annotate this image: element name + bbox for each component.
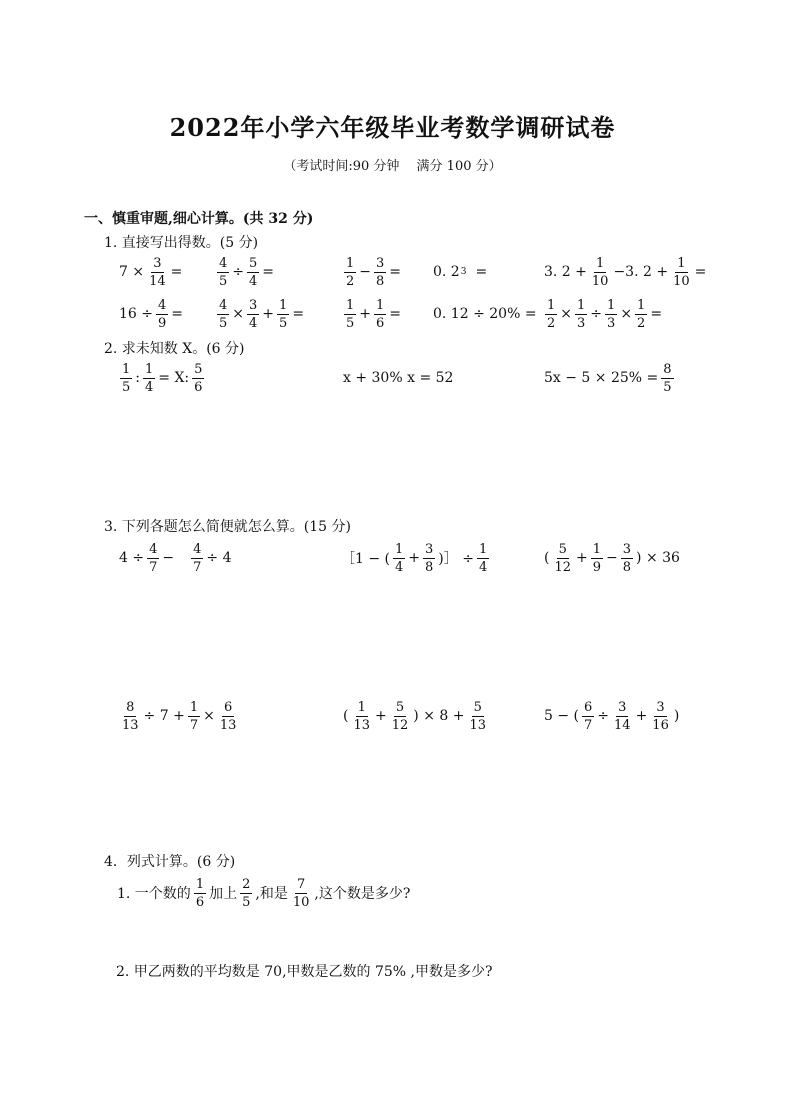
fraction: $\frac{5}{12}$ bbox=[554, 541, 572, 575]
fraction: $\frac{1}{13}$ bbox=[353, 699, 371, 733]
fraction: $\frac{4}{7}$ bbox=[149, 541, 158, 575]
fraction: $\frac{1}{6}$ bbox=[195, 876, 205, 910]
fraction: $\frac{1}{2}$ bbox=[547, 297, 556, 331]
fraction: $\frac{1}{9}$ bbox=[592, 541, 602, 575]
equation: $\frac{1}{5}$ : $\frac{1}{4}$ = X: $\frac{5}{6}$ bbox=[122, 361, 203, 395]
question-3-label: 3. 下列各题怎么简便就怎么算。(15 分) bbox=[104, 519, 351, 535]
fraction: $\frac{1}{2}$ bbox=[637, 297, 646, 331]
fraction: $\frac{3}{16}$ bbox=[652, 699, 669, 733]
calc-expression: $\frac{4}{5}$ ÷ $\frac{5}{4}$ = bbox=[219, 255, 275, 289]
fraction: $\frac{3}{14}$ bbox=[614, 699, 631, 733]
fraction: $\frac{4}{5}$ bbox=[219, 255, 228, 289]
fraction: $\frac{4}{7}$ bbox=[193, 541, 202, 575]
calc-expression: 0. 12 ÷ 20% = bbox=[433, 306, 537, 322]
fraction: $\frac{1}{4}$ bbox=[478, 541, 488, 575]
fraction: $\frac{1}{10}$ bbox=[673, 255, 690, 289]
fraction: $\frac{1}{10}$ bbox=[591, 255, 609, 289]
calc-expression: 16 ÷ $\frac{4}{9}$ = bbox=[119, 297, 184, 331]
section-heading: 一、慎重审题,细心计算。(共 32 分) bbox=[84, 211, 314, 227]
fraction: $\frac{6}{13}$ bbox=[219, 699, 237, 733]
fraction: $\frac{1}{4}$ bbox=[395, 541, 404, 575]
calc-expression: ［1 − ( $\frac{1}{4}$ + $\frac{3}{8}$ )］ ÷ $\frac{1}{4}$ bbox=[341, 541, 488, 575]
calc-expression: 7 × $\frac{3}{14}$ = bbox=[119, 255, 183, 289]
fraction: $\frac{5}{12}$ bbox=[391, 699, 409, 733]
calc-expression: ( $\frac{1}{13}$ + $\frac{5}{12}$ ) × 8 + $\frac{5}{13}$ bbox=[343, 699, 487, 733]
fraction: $\frac{1}{3}$ bbox=[577, 297, 586, 331]
fraction: $\frac{5}{13}$ bbox=[469, 699, 487, 733]
fraction: $\frac{5}{4}$ bbox=[249, 255, 258, 289]
calc-expression: $\frac{1}{2}$ − $\frac{3}{8}$ = bbox=[346, 255, 402, 289]
fraction: $\frac{3}{8}$ bbox=[622, 541, 632, 575]
fraction: $\frac{5}{6}$ bbox=[194, 361, 203, 395]
calc-expression: $\frac{1}{5}$ + $\frac{1}{6}$ = bbox=[346, 297, 402, 331]
fraction: $\frac{4}{5}$ bbox=[219, 297, 228, 331]
text: 7 × bbox=[119, 264, 145, 280]
fraction: $\frac{3}{14}$ bbox=[149, 255, 166, 289]
fraction: $\frac{1}{3}$ bbox=[607, 297, 616, 331]
calc-expression: $\frac{1}{2}$ × $\frac{1}{3}$ ÷ $\frac{1}{3}$ × $\frac{1}{2}$ = bbox=[547, 297, 663, 331]
fraction: $\frac{1}{2}$ bbox=[346, 255, 355, 289]
equation: 5x − 5 × 25% = $\frac{8}{5}$ bbox=[544, 361, 672, 395]
calc-expression: ( $\frac{5}{12}$ + $\frac{1}{9}$ − $\frac{3}{8}$ ) × 36 bbox=[544, 541, 680, 575]
fraction: $\frac{4}{9}$ bbox=[158, 297, 167, 331]
fraction: $\frac{3}{4}$ bbox=[249, 297, 258, 331]
fraction: $\frac{7}{10}$ bbox=[292, 876, 310, 910]
question-2-label: 2. 求未知数 X。(6 分) bbox=[104, 341, 245, 357]
fraction: $\frac{1}{4}$ bbox=[145, 361, 154, 395]
equation: x + 30% x = 52 bbox=[343, 370, 454, 386]
calc-expression: 4 ÷ $\frac{4}{7}$ − $\frac{4}{7}$ ÷ 4 bbox=[119, 541, 232, 575]
fraction: $\frac{6}{7}$ bbox=[584, 699, 593, 733]
fraction: $\frac{1}{6}$ bbox=[376, 297, 385, 331]
fraction: $\frac{8}{13}$ bbox=[122, 699, 139, 733]
calc-expression: $\frac{8}{13}$ ÷ 7 + $\frac{1}{7}$ × $\frac{6}{13}$ bbox=[122, 699, 237, 733]
fraction: $\frac{3}{8}$ bbox=[425, 541, 434, 575]
page-title: 2022年小学六年级毕业考数学调研试卷 bbox=[169, 113, 616, 142]
fraction: $\frac{1}{5}$ bbox=[122, 361, 131, 395]
question-4-label: 4．列式计算。(6 分) bbox=[104, 854, 236, 870]
fraction: $\frac{1}{7}$ bbox=[189, 699, 199, 733]
fraction: $\frac{1}{5}$ bbox=[346, 297, 355, 331]
fraction: $\frac{8}{5}$ bbox=[663, 361, 672, 395]
fraction: $\frac{3}{8}$ bbox=[376, 255, 385, 289]
word-problem: 1. 一个数的 $\frac{1}{6}$ 加上 $\frac{2}{5}$ ,和是 $\frac{7}{10}$ ,这个数是多少? bbox=[117, 876, 411, 910]
fraction: $\frac{1}{5}$ bbox=[279, 297, 288, 331]
calc-expression: 3. 2 + $\frac{1}{10}$ −3. 2 + $\frac{1}{10}$ = bbox=[544, 255, 707, 289]
calc-expression: 5 − ( $\frac{6}{7}$ ÷ $\frac{3}{14}$ + $\frac{3}{16}$ ) bbox=[544, 699, 680, 733]
calc-expression: 0. 2 3 = bbox=[433, 264, 488, 280]
word-problem: 2. 甲乙两数的平均数是 70,甲数是乙数的 75% ,甲数是多少? bbox=[116, 964, 493, 980]
exam-info: （考试时间:90 分钟 满分 100 分） bbox=[283, 159, 502, 174]
question-1-label: 1. 直接写出得数。(5 分) bbox=[104, 235, 259, 251]
calc-expression: $\frac{4}{5}$ × $\frac{3}{4}$ + $\frac{1}{5}$ = bbox=[219, 297, 305, 331]
fraction: $\frac{2}{5}$ bbox=[242, 876, 251, 910]
